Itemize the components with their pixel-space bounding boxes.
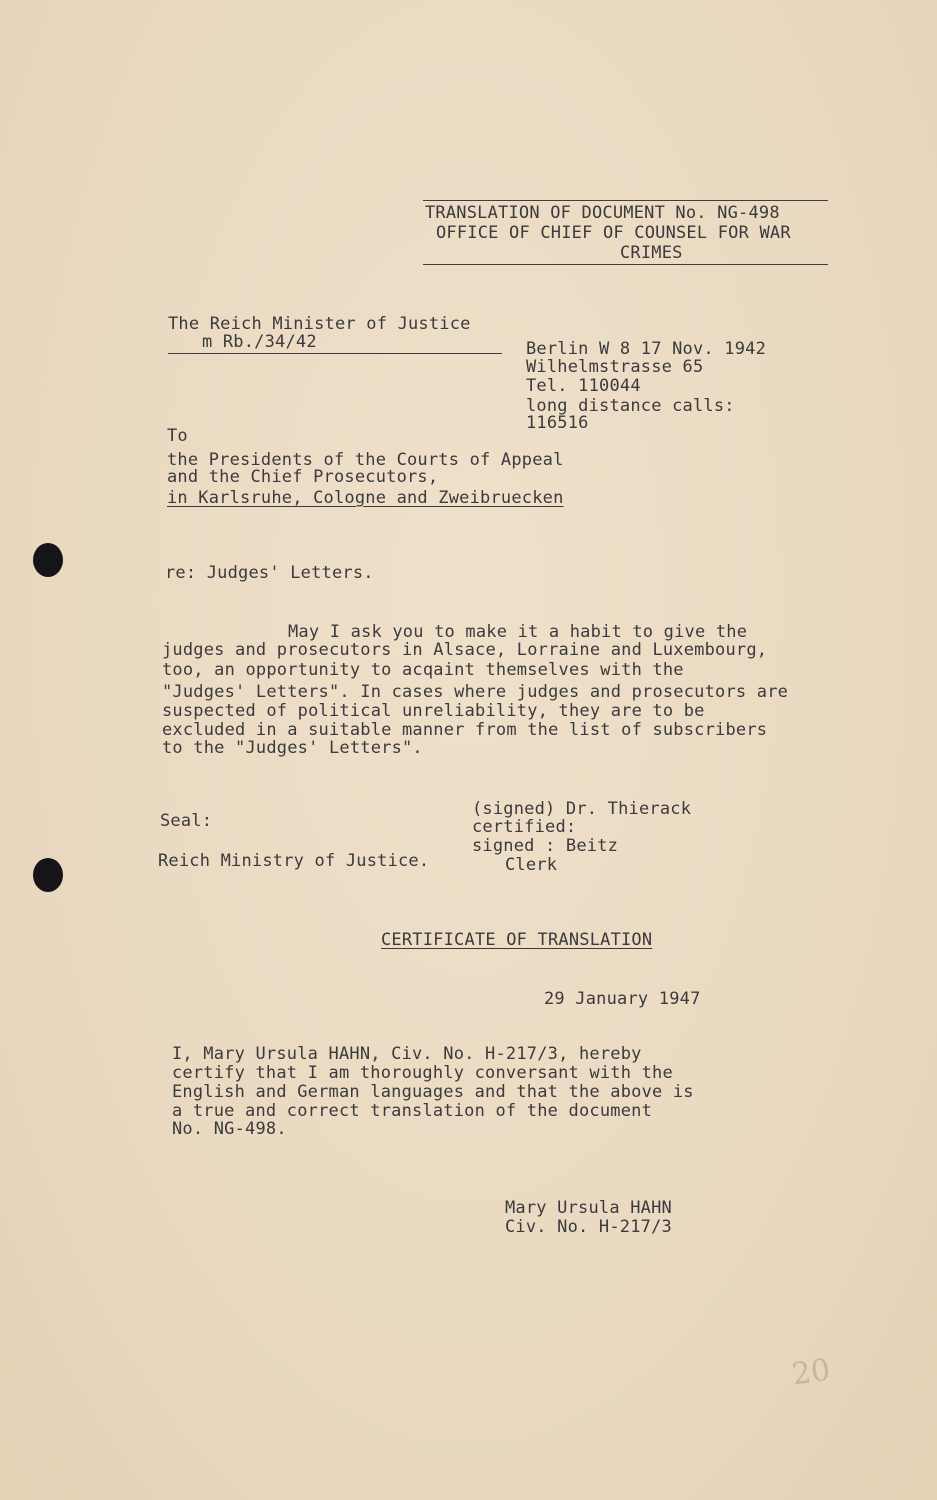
recipient-line-1: To [167, 426, 188, 446]
translator-civ: Civ. No. H-217/3 [505, 1217, 672, 1237]
body-line-6: excluded in a suitable manner from the list of subscribers [162, 720, 768, 740]
header-line-3: CRIMES [620, 243, 683, 263]
header-bottom-rule [423, 264, 828, 265]
address-line-4: long distance calls: [526, 396, 735, 416]
certificate-line-2: certify that I am thoroughly conversant with the [172, 1063, 673, 1083]
subject-line: re: Judges' Letters. [165, 563, 374, 583]
certificate-date: 29 January 1947 [544, 989, 701, 1009]
body-line-5: suspected of political unreliability, they are to be [162, 701, 705, 721]
sender-rule [168, 353, 502, 354]
body-line-4: "Judges' Letters". In cases where judges and prosecutors are [162, 682, 789, 702]
recipient-line-2: the Presidents of the Courts of Appeal [167, 450, 564, 470]
address-line-1: Berlin W 8 17 Nov. 1942 [526, 339, 767, 359]
address-line-3: Tel. 110044 [526, 376, 641, 396]
body-line-7: to the "Judges' Letters". [162, 738, 423, 758]
header-line-2: OFFICE OF CHIEF OF COUNSEL FOR WAR [436, 223, 791, 243]
seal-ministry: Reich Ministry of Justice. [158, 851, 430, 871]
certificate-line-4: a true and correct translation of the document [172, 1101, 653, 1121]
address-line-5: 116516 [526, 413, 589, 433]
certificate-title: CERTIFICATE OF TRANSLATION [381, 930, 653, 950]
sender-line-2: m Rb./34/42 [202, 332, 317, 352]
seal-label: Seal: [160, 811, 213, 831]
certificate-line-1: I, Mary Ursula HAHN, Civ. No. H-217/3, hereby [172, 1044, 642, 1064]
translator-name: Mary Ursula HAHN [505, 1198, 672, 1218]
sender-line-1: The Reich Minister of Justice [168, 314, 471, 334]
certificate-line-5: No. NG-498. [172, 1119, 287, 1139]
signature-line-1: (signed) Dr. Thierack [472, 799, 692, 819]
body-line-3: too, an opportunity to acqaint themselves with the [162, 660, 684, 680]
address-line-2: Wilhelmstrasse 65 [526, 357, 704, 377]
body-line-2: judges and prosecutors in Alsace, Lorraine and Luxembourg, [162, 640, 768, 660]
page-number: 20 [789, 1352, 833, 1393]
recipient-line-4: in Karlsruhe, Cologne and Zweibruecken [167, 488, 564, 508]
header-top-rule [423, 200, 828, 201]
body-line-1: May I ask you to make it a habit to give the [288, 622, 748, 642]
header-line-1: TRANSLATION OF DOCUMENT No. NG-498 [425, 203, 780, 223]
punch-hole-top [33, 543, 63, 577]
signature-line-2: certified: [472, 817, 577, 837]
punch-hole-bottom [33, 858, 63, 892]
certificate-line-3: English and German languages and that the above is [172, 1082, 694, 1102]
recipient-line-3: and the Chief Prosecutors, [167, 467, 439, 487]
signature-line-3: signed : Beitz [472, 836, 619, 856]
signature-line-4: Clerk [505, 855, 558, 875]
